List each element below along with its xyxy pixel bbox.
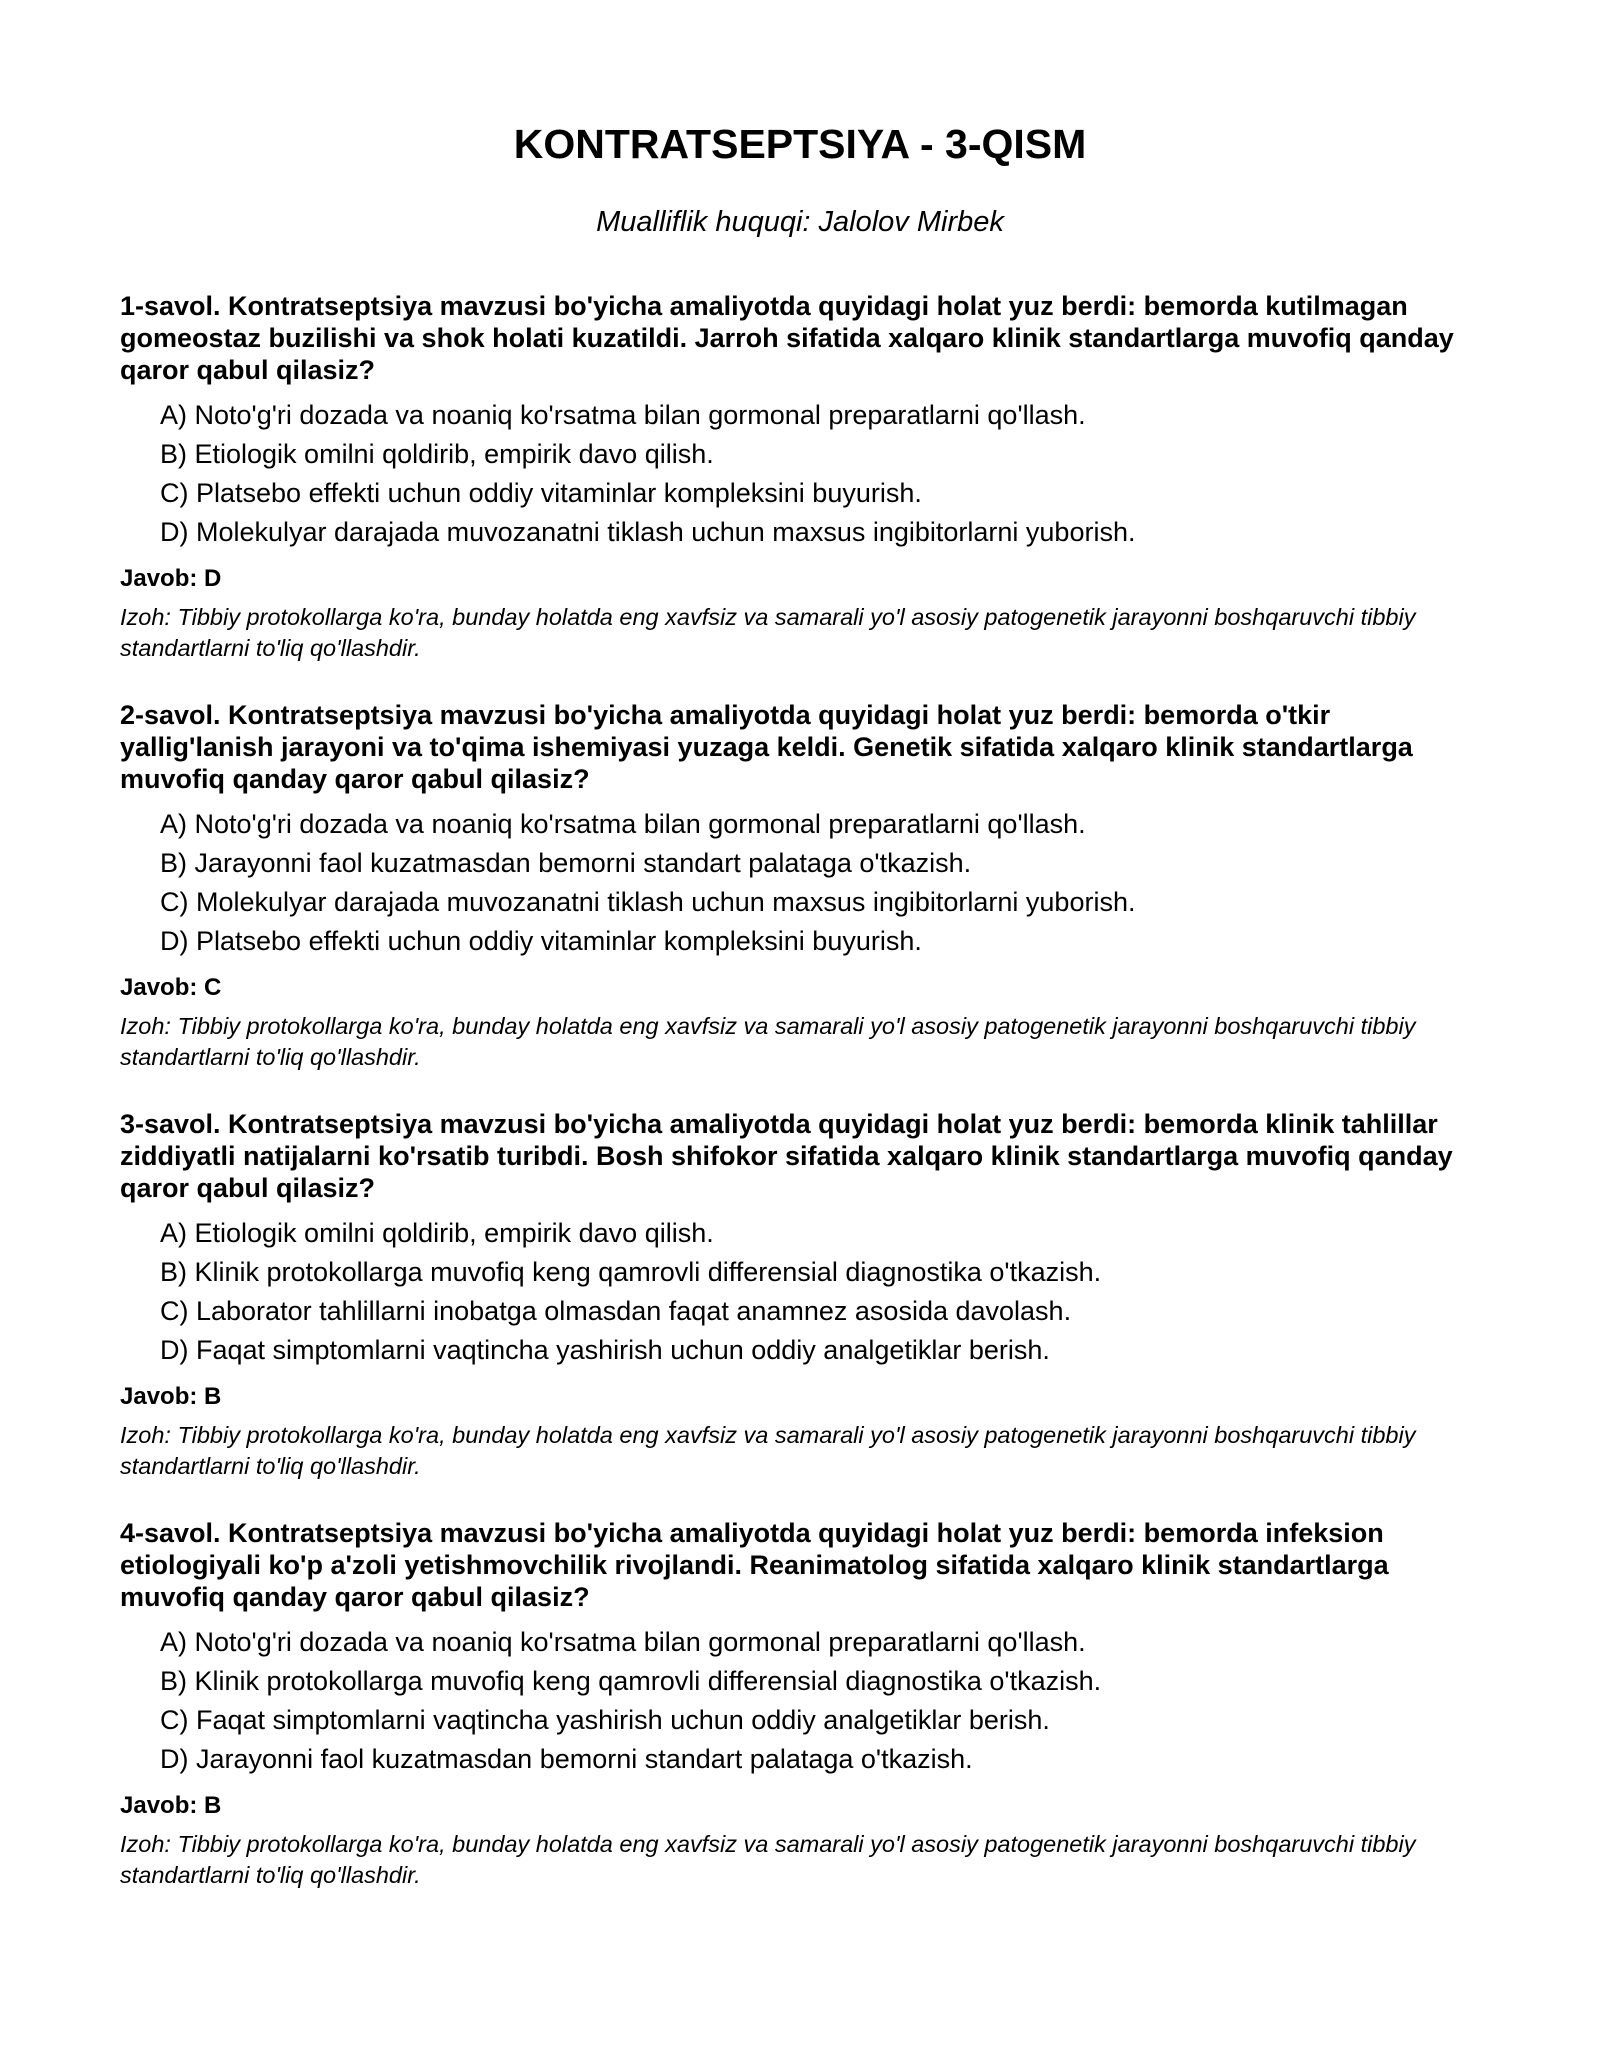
option-c: C) Platsebo effekti uchun oddiy vitaminlar kompleksini buyurish.	[160, 478, 922, 508]
option-d: D) Molekulyar darajada muvozanatni tiklash uchun maxsus ingibitorlarni yuborish.	[160, 517, 1136, 547]
question-block-4	[120, 1517, 1480, 1891]
question-text: 3-savol. Kontratseptsiya mavzusi bo'yicha amaliyotda quyidagi holat yuz berdi: bemorda klinik tahlillar ziddiyatli natijalarni ko'rsatib turibdi. Bosh shifokor sifatida xalqaro klinik standartlarga muvofiq qanday qaror qabul qilasiz?	[120, 1109, 1453, 1203]
options-list	[160, 1214, 1480, 1370]
answer-label: Javob: D	[120, 565, 222, 592]
question-text: 2-savol. Kontratseptsiya mavzusi bo'yicha amaliyotda quyidagi holat yuz berdi: bemorda o'tkir yallig'lanish jarayoni va to'qima ishemiyasi yuzaga keldi. Genetik sifatida xalqaro klinik standartlarga muvofiq qanday qaror qabul qilasiz?	[120, 700, 1413, 794]
option-d: D) Jarayonni faol kuzatmasdan bemorni standart palataga o'tkazish.	[160, 1744, 973, 1774]
option-c: C) Molekulyar darajada muvozanatni tiklash uchun maxsus ingibitorlarni yuborish.	[160, 887, 1136, 917]
option-d: D) Platsebo effekti uchun oddiy vitaminlar kompleksini buyurish.	[160, 926, 922, 956]
option-a: A) Etiologik omilni qoldirib, empirik davo qilish.	[160, 1218, 714, 1248]
option-a: A) Noto'g'ri dozada va noaniq ko'rsatma bilan gormonal preparatlarni qo'llash.	[160, 809, 1086, 839]
answer-label: Javob: B	[120, 1383, 222, 1410]
question-block-1	[120, 290, 1480, 664]
options-list	[160, 396, 1480, 552]
answer-label: Javob: C	[120, 974, 222, 1001]
option-a: A) Noto'g'ri dozada va noaniq ko'rsatma bilan gormonal preparatlarni qo'llash.	[160, 400, 1086, 430]
explanation-note: Izoh: Tibbiy protokollarga ko'ra, bunday holatda eng xavfsiz va samarali yo'l asosiy patogenetik jarayonni boshqaruvchi tibbiy standartlarni to'liq qo'llashdir.	[120, 1422, 1416, 1479]
option-a: A) Noto'g'ri dozada va noaniq ko'rsatma bilan gormonal preparatlarni qo'llash.	[160, 1627, 1086, 1657]
question-block-3	[120, 1108, 1480, 1482]
question-text: 4-savol. Kontratseptsiya mavzusi bo'yicha amaliyotda quyidagi holat yuz berdi: bemorda infeksion etiologiyali ko'p a'zoli yetishmovchilik rivojlandi. Reanimatolog sifatida xalqaro klinik standartlarga muvofiq qanday qaror qabul qilasiz?	[120, 1518, 1389, 1612]
option-d: D) Faqat simptomlarni vaqtincha yashirish uchun oddiy analgetiklar berish.	[160, 1335, 1050, 1365]
option-b: B) Etiologik omilni qoldirib, empirik davo qilish.	[160, 439, 714, 469]
option-b: B) Klinik protokollarga muvofiq keng qamrovli differensial diagnostika o'tkazish.	[160, 1666, 1102, 1696]
document-title: KONTRATSEPTSIYA - 3-QISM	[513, 121, 1087, 167]
question-block-2	[120, 699, 1480, 1073]
question-text: 1-savol. Kontratseptsiya mavzusi bo'yicha amaliyotda quyidagi holat yuz berdi: bemorda kutilmagan gomeostaz buzilishi va shok holati kuzatildi. Jarroh sifatida xalqaro klinik standartlarga muvofiq qanday qaror qabul qilasiz?	[120, 291, 1454, 385]
document-subtitle: Mualliflik huquqi: Jalolov Mirbek	[596, 206, 1004, 238]
answer-label: Javob: B	[120, 1792, 222, 1819]
options-list	[160, 805, 1480, 961]
option-b: B) Jarayonni faol kuzatmasdan bemorni standart palataga o'tkazish.	[160, 848, 972, 878]
explanation-note: Izoh: Tibbiy protokollarga ko'ra, bunday holatda eng xavfsiz va samarali yo'l asosiy patogenetik jarayonni boshqaruvchi tibbiy standartlarni to'liq qo'llashdir.	[120, 604, 1416, 661]
option-c: C) Faqat simptomlarni vaqtincha yashirish uchun oddiy analgetiklar berish.	[160, 1705, 1050, 1735]
options-list	[160, 1623, 1480, 1779]
option-c: C) Laborator tahlillarni inobatga olmasdan faqat anamnez asosida davolash.	[160, 1296, 1072, 1326]
explanation-note: Izoh: Tibbiy protokollarga ko'ra, bunday holatda eng xavfsiz va samarali yo'l asosiy patogenetik jarayonni boshqaruvchi tibbiy standartlarni to'liq qo'llashdir.	[120, 1831, 1416, 1888]
explanation-note: Izoh: Tibbiy protokollarga ko'ra, bunday holatda eng xavfsiz va samarali yo'l asosiy patogenetik jarayonni boshqaruvchi tibbiy standartlarni to'liq qo'llashdir.	[120, 1013, 1416, 1070]
option-b: B) Klinik protokollarga muvofiq keng qamrovli differensial diagnostika o'tkazish.	[160, 1257, 1102, 1287]
